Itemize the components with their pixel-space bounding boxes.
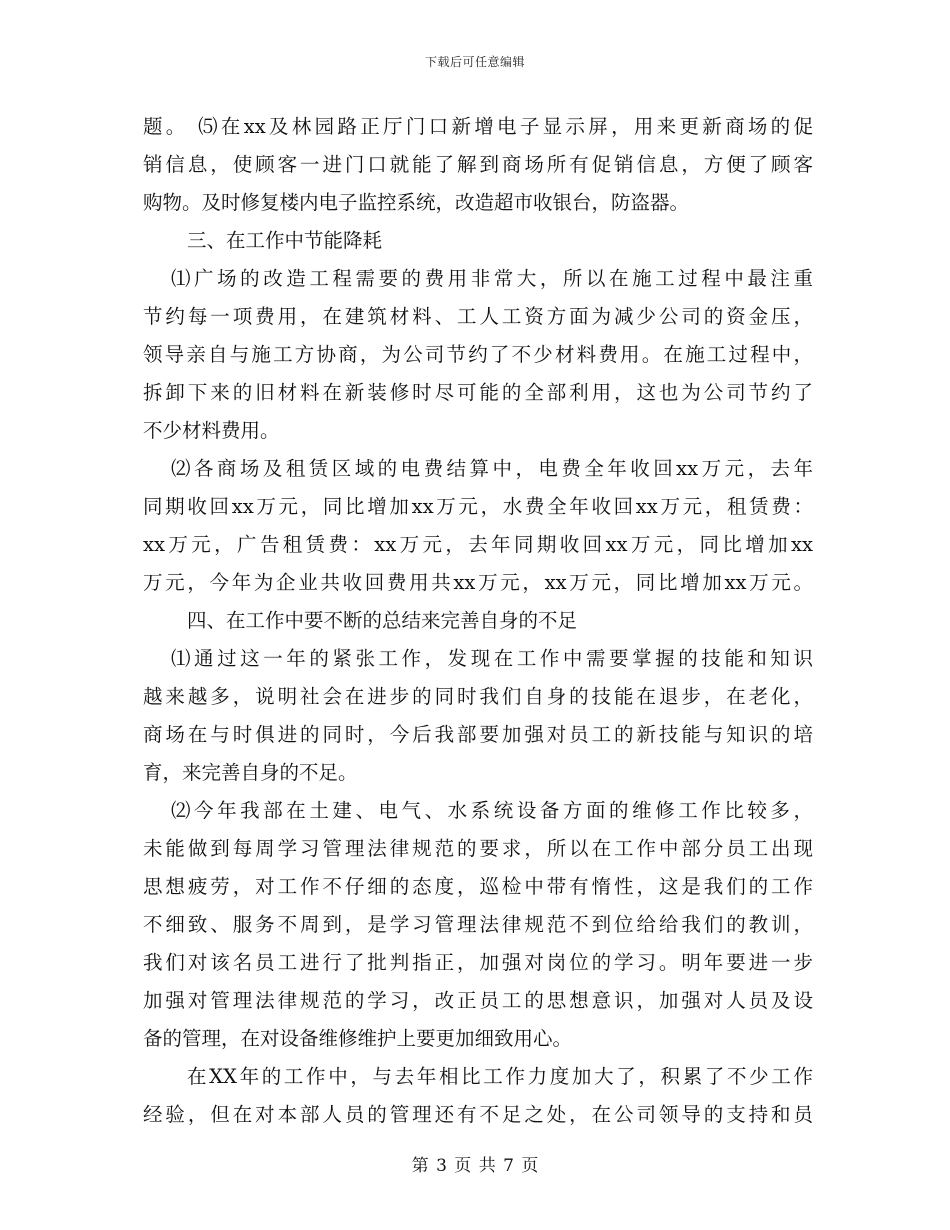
section-heading: 四、在工作中要不断的总结来完善自身的不足 [187,609,578,632]
text-line: ⑵各商场及租赁区域的电费结算中，电费全年收回xx万元，去年 [171,457,813,480]
text-line: 万元，今年为企业共收回费用共xx万元，xx万元，同比增加xx万元。 [143,571,813,594]
text-line: xx万元，广告租赁费：xx万元，去年同期收回xx万元，同比增加xx [143,533,813,556]
text-line: ⑴通过这一年的紧张工作，发现在工作中需要掌握的技能和知识 [171,647,813,670]
text-line: 题。 ⑸在xx及林园路正厅门口新增电子显示屏，用来更新商场的促 [143,115,813,138]
document-body [143,108,813,1134]
header-note: 下载后可任意编辑 [424,55,525,69]
text-line: 购物。及时修复楼内电子监控系统，改造超市收银台，防盗器。 [143,191,690,214]
text-line: 同期收回xx万元，同比增加xx万元，水费全年收回xx万元，租赁费： [143,495,813,518]
text-line: 未能做到每周学习管理法律规范的要求，所以在工作中部分员工出现 [143,837,813,860]
text-line: 经验，但在对本部人员的管理还有不足之处，在公司领导的支持和员 [143,1103,813,1126]
text-line: 节约每一项费用，在建筑材料、工人工资方面为减少公司的资金压， [143,305,813,328]
text-line: 思想疲劳，对工作不仔细的态度，巡检中带有惰性，这是我们的工作 [143,875,813,898]
text-line: 我们对该名员工进行了批判指正，加强对岗位的学习。明年要进一步 [143,951,813,974]
text-line: 育，来完善自身的不足。 [143,761,358,784]
text-line: 拆卸下来的旧材料在新装修时尽可能的全部利用，这也为公司节约了 [143,381,813,404]
text-line: 备的管理，在对设备维修维护上要更加细致用心。 [143,1027,573,1050]
text-line: 不细致、服务不周到，是学习管理法律规范不到位给给我们的教训， [143,913,813,936]
text-line: 不少材料费用。 [143,419,280,442]
text-line: ⑵今年我部在土建、电气、水系统设备方面的维修工作比较多， [171,799,813,822]
section-heading: 三、在工作中节能降耗 [187,229,383,252]
text-line: 销信息，使顾客一进门口就能了解到商场所有促销信息，方便了顾客 [143,153,813,176]
page-footer: 第 3 页 共 7 页 [411,1156,539,1176]
text-line: ⑴广场的改造工程需要的费用非常大，所以在施工过程中最注重 [171,267,813,290]
text-line: 越来越多，说明社会在进步的同时我们自身的技能在退步，在老化， [143,685,813,708]
text-line: 加强对管理法律规范的学习，改正员工的思想意识，加强对人员及设 [143,989,813,1012]
text-line: 商场在与时俱进的同时，今后我部要加强对员工的新技能与知识的培 [143,723,813,746]
text-line: 领导亲自与施工方协商，为公司节约了不少材料费用。在施工过程中， [143,343,813,366]
text-line: 在XX年的工作中，与去年相比工作力度加大了，积累了不少工作 [187,1065,813,1088]
